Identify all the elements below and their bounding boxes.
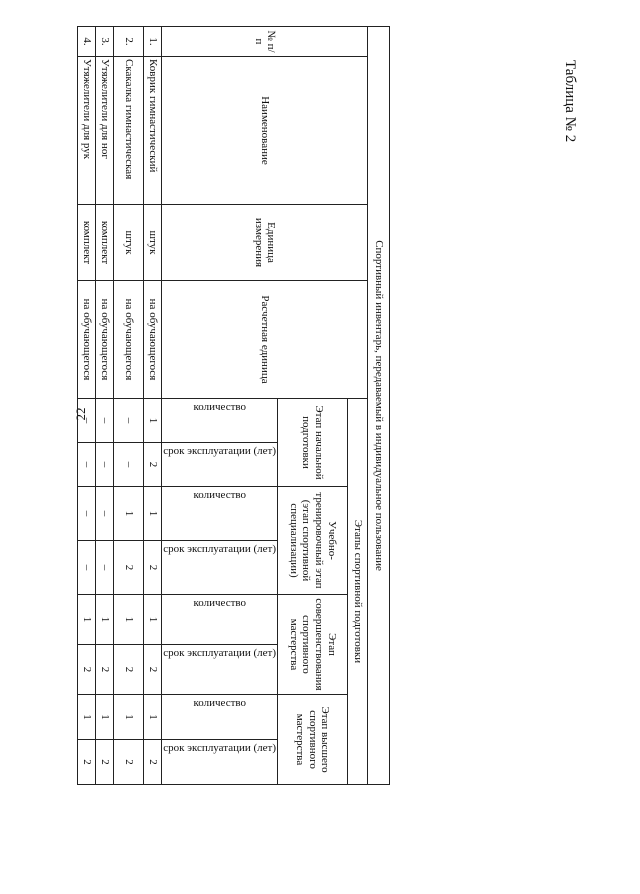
cell-value: 1	[144, 595, 162, 645]
equipment-table-container	[81, 26, 390, 784]
cell-calc: на обучающегося	[78, 281, 96, 399]
table-caption: Спортивный инвентарь, передаваемый в индивидуальное пользование	[368, 27, 390, 785]
cell-value: 1	[96, 695, 114, 740]
header-num: № п/п	[162, 27, 368, 57]
cell-value: 1	[78, 595, 96, 645]
header-term: срок эксплуатации (лет)	[163, 445, 276, 457]
cell-unit: комплект	[78, 205, 96, 281]
cell-value: 1	[144, 487, 162, 541]
cell-value: –	[78, 399, 96, 443]
cell-name: Утяжелители для ног	[96, 57, 114, 205]
cell-num: 4.	[78, 27, 96, 57]
header-qty: количество	[193, 697, 246, 709]
cell-value: 2	[114, 740, 144, 785]
header-term: срок эксплуатации (лет)	[163, 742, 276, 754]
cell-value: –	[114, 443, 144, 487]
cell-value: 1	[114, 595, 144, 645]
cell-num: 1.	[144, 27, 162, 57]
cell-value: 1	[144, 399, 162, 443]
table-row	[114, 27, 144, 785]
cell-value: 2	[96, 645, 114, 695]
cell-value: 2	[144, 645, 162, 695]
cell-value: –	[114, 399, 144, 443]
cell-unit: штук	[144, 205, 162, 281]
cell-unit: штук	[114, 205, 144, 281]
equipment-table	[77, 26, 390, 785]
header-term: срок эксплуатации (лет)	[163, 647, 276, 659]
header-unit: Единица измерения	[162, 205, 368, 281]
cell-num: 3.	[96, 27, 114, 57]
cell-value: –	[78, 443, 96, 487]
header-name: Наименование	[162, 57, 368, 205]
cell-num: 2.	[114, 27, 144, 57]
cell-value: –	[96, 443, 114, 487]
table-row	[96, 27, 114, 785]
cell-value: –	[78, 541, 96, 595]
table-row	[144, 27, 162, 785]
cell-value: 2	[78, 645, 96, 695]
header-qty: количество	[193, 489, 246, 501]
cell-value: 1	[96, 595, 114, 645]
cell-value: 2	[114, 541, 144, 595]
header-qty: количество	[193, 401, 246, 413]
header-stage-4: Этап высшего спортивного мастерства	[278, 695, 348, 785]
header-stage-3: Этап совершенствования спортивного мастерства	[278, 595, 348, 695]
cell-calc: на обучающегося	[96, 281, 114, 399]
cell-value: 2	[144, 740, 162, 785]
page-number: 22	[73, 407, 88, 421]
cell-value: 1	[78, 695, 96, 740]
table-label: Таблица № 2	[562, 60, 578, 143]
header-qty: количество	[193, 597, 246, 609]
cell-name: Коврик гимнастический	[144, 57, 162, 205]
cell-calc: на обучающегося	[114, 281, 144, 399]
cell-value: 1	[114, 695, 144, 740]
cell-value: 2	[144, 443, 162, 487]
cell-value: 1	[114, 487, 144, 541]
cell-calc: на обучающегося	[144, 281, 162, 399]
header-stage-2: Учебно-тренировочный этап (этап спортивной специализации)	[278, 487, 348, 595]
table-row	[78, 27, 96, 785]
cell-value: –	[96, 487, 114, 541]
cell-name: Скакалка гимнастическая	[114, 57, 144, 205]
cell-value: 2	[114, 645, 144, 695]
cell-value: –	[96, 399, 114, 443]
header-stages: Этапы спортивной подготовки	[348, 399, 368, 785]
cell-name: Утяжелители для рук	[78, 57, 96, 205]
cell-value: 2	[144, 541, 162, 595]
cell-value: –	[96, 541, 114, 595]
cell-value: 1	[144, 695, 162, 740]
header-term: срок эксплуатации (лет)	[163, 543, 276, 555]
header-stage-1: Этап начальной подготовки	[278, 399, 348, 487]
cell-value: 2	[96, 740, 114, 785]
cell-unit: комплект	[96, 205, 114, 281]
cell-value: 2	[78, 740, 96, 785]
cell-value: –	[78, 487, 96, 541]
header-calc-unit: Расчетная единица	[162, 281, 368, 399]
